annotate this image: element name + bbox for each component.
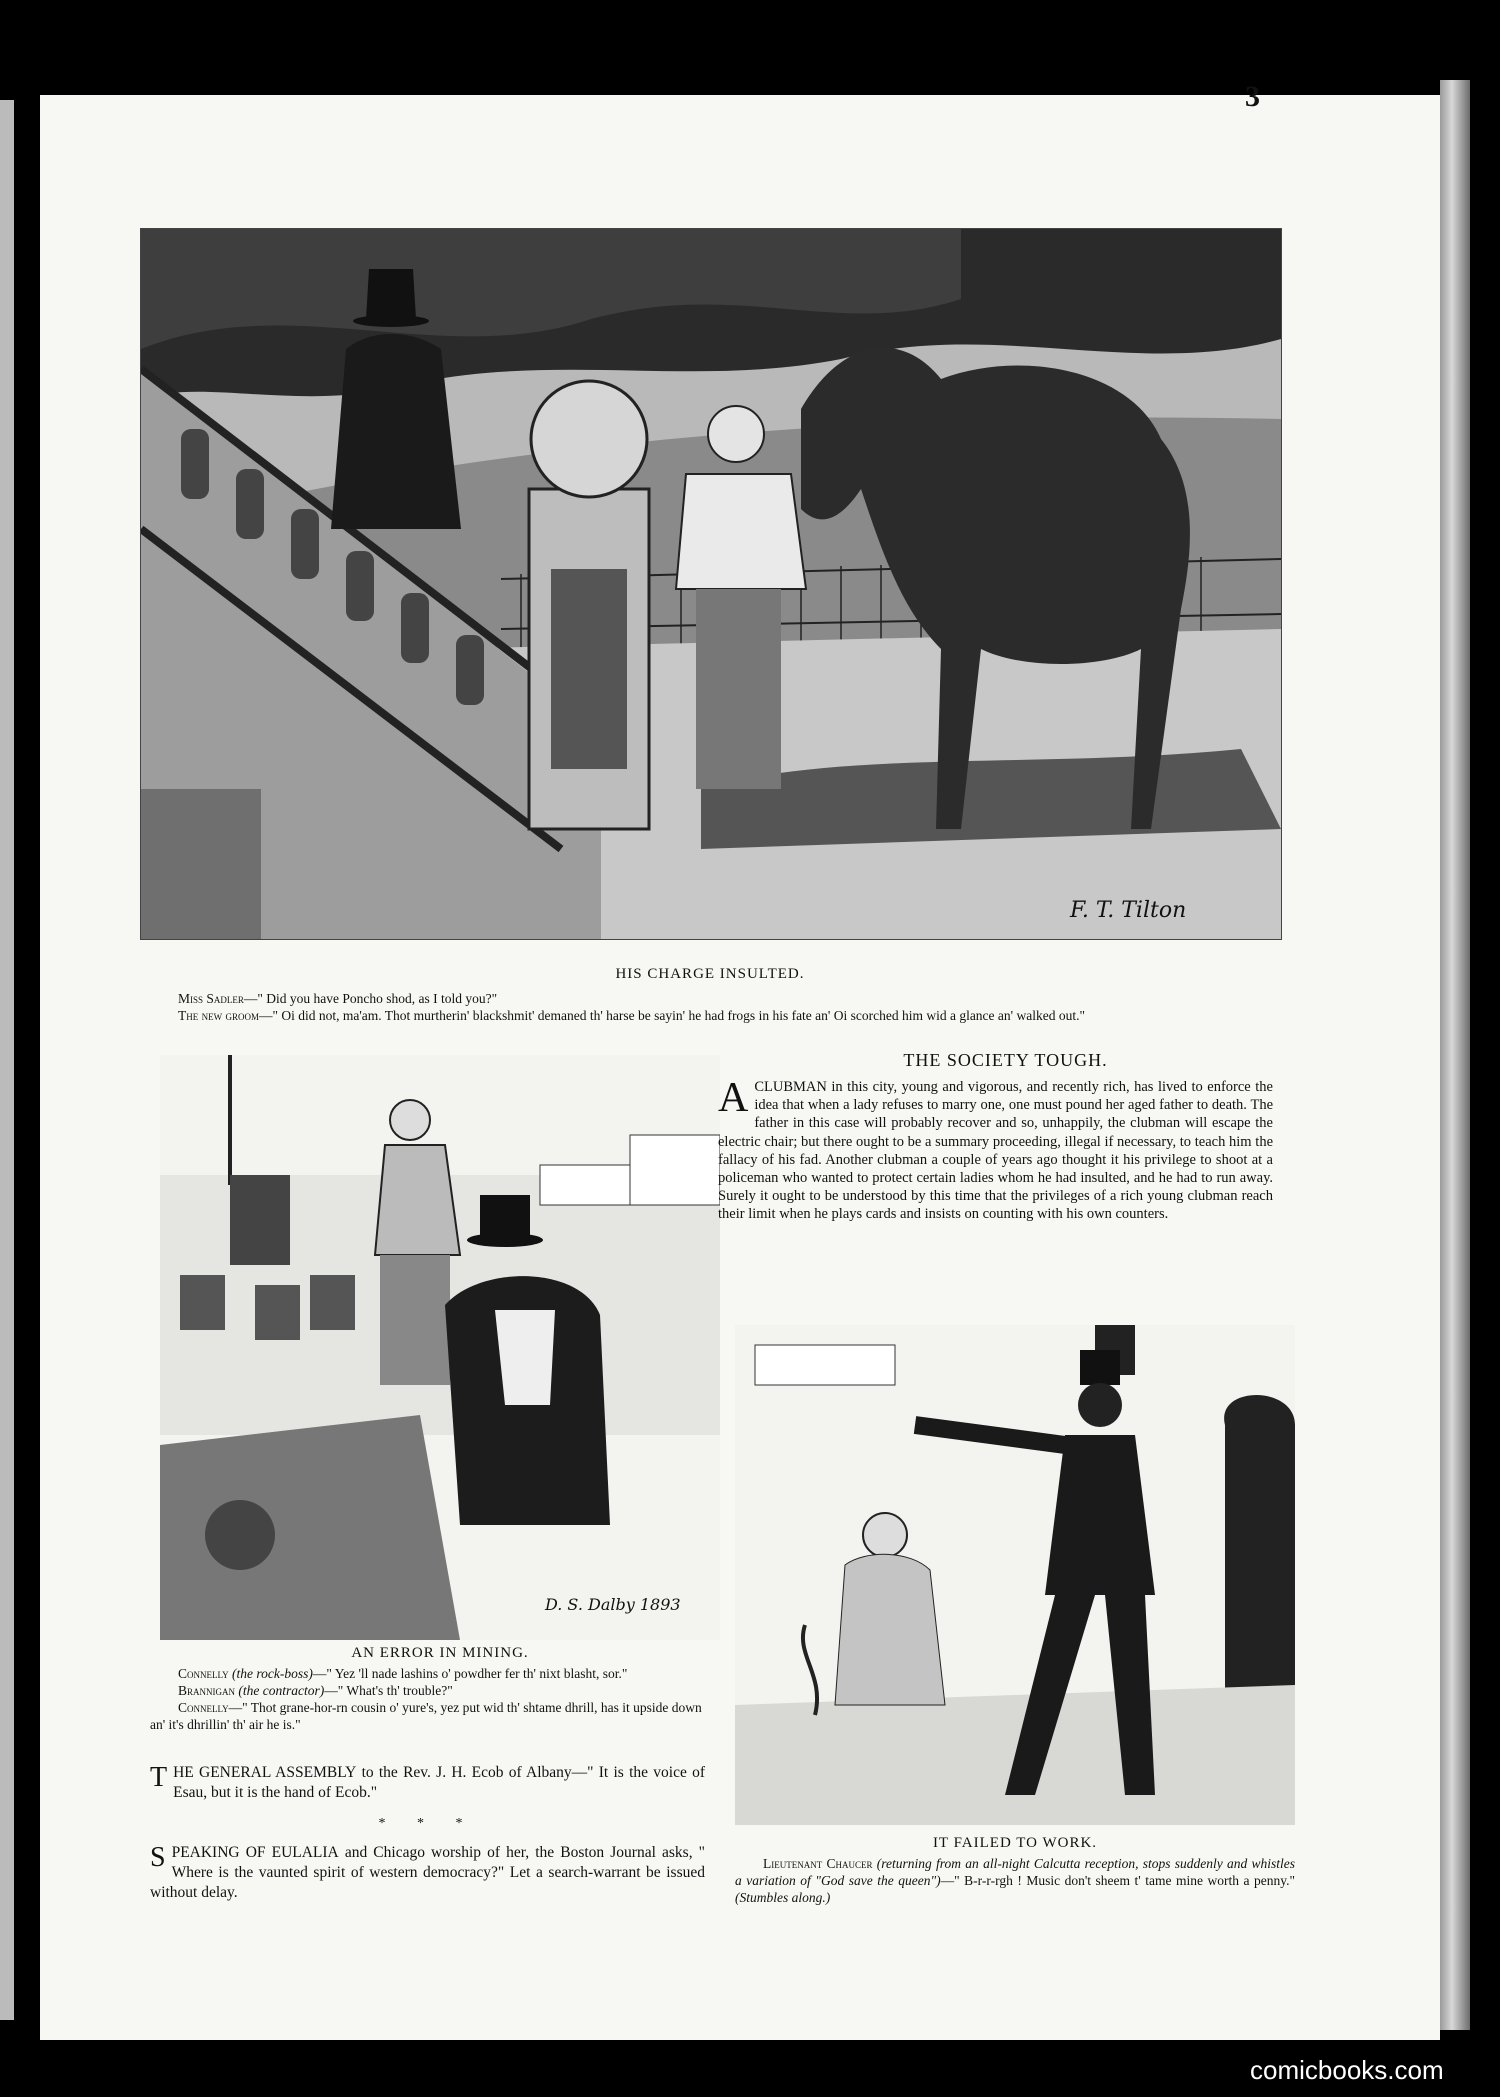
top-cartoon-caption <box>150 990 1275 1024</box>
chaucer-cartoon-caption <box>735 1855 1295 1906</box>
caption-line: —" Did you have Poncho shod, as I told you?" <box>243 991 498 1006</box>
watermark: comicbooks.com <box>1250 2055 1444 2085</box>
caption-speaker: Brannigan <box>178 1683 236 1698</box>
general-assembly-paragraph <box>150 1763 705 1803</box>
dropcap: A <box>718 1075 749 1121</box>
caption-line: —" B-r-r-rgh ! Music don't sheem t' tame mine worth a penny." <box>940 1873 1295 1888</box>
paragraph-lead: PEAKING OF EULALIA <box>171 1844 339 1861</box>
caption-speaker: The new groom <box>178 1008 259 1023</box>
mining-illustration-signature: D. S. Dalby 1893 <box>545 1595 681 1614</box>
caption-stage-direction: (returning from an all-night Calcutta reception, stops suddenly and whistles a variation of "God save the queen") <box>735 1856 1295 1888</box>
paragraph-body: CLUBMAN in this city, young and vigorous, and recently rich, has lived to enforce the idea that when a lady refuses to marry one, one must pound her aged father to death. The father in this case will probably recover and so, unhappily, the clubman will escape the electric chair; but there ought to be a summary proceeding, illegal if necessary, to teach him the fallacy of his fad. Another clubman a couple of years ago thought it his privilege to shoot at a policeman who wanted to protect certain ladies whom he had insulted, and he had to run away. Surely it ought to be understood by this time that the privileges of a rich young clubman reach their limit when he plays cards and insists on counting with his own counters. <box>718 1079 1273 1223</box>
page-edge <box>1440 80 1470 2030</box>
society-tough-paragraph <box>718 1075 1273 1224</box>
caption-speaker: Lieutenant Chaucer <box>763 1856 873 1871</box>
paragraph-body: and Chicago worship of her, the Boston Journal asks, " Where is the vaunted spirit of western democracy?" Let a search-warrant be issued without delay. <box>150 1844 705 1901</box>
caption-line: —" Oi did not, ma'am. Thot murtherin' blackshmit' demaned th' harse be sayin' he had frogs in his fate an' Oi scorched him wid a glance an' walked out." <box>259 1008 1085 1023</box>
mining-cartoon-caption <box>150 1665 705 1733</box>
paragraph-body: to the Rev. J. H. Ecob of Albany—" It is the voice of Esau, but it is the hand of Ecob." <box>173 1764 706 1801</box>
top-cartoon-title: HIS CHARGE INSULTED. <box>615 966 805 982</box>
caption-line: —" Thot grane-hor-rn cousin o' yure's, yez put wid th' shtame dhrill, has it upside down an' it's dhrillin' th' air he is." <box>150 1700 702 1732</box>
caption-stage-direction: (Stumbles along.) <box>735 1890 831 1905</box>
caption-speaker: Connelly <box>178 1666 229 1681</box>
chaucer-illustration <box>735 1325 1295 1825</box>
dropcap: S <box>150 1842 166 1873</box>
paragraph-lead: HE GENERAL ASSEMBLY <box>173 1764 357 1781</box>
top-illustration-signature: F. T. Tilton <box>1070 898 1187 923</box>
caption-role: (the rock-boss) <box>231 1666 313 1681</box>
page-number: 3 <box>1245 80 1260 113</box>
caption-speaker: Connelly <box>178 1700 229 1715</box>
book-spine <box>0 100 14 2020</box>
caption-line: —" What's th' trouble?" <box>324 1683 453 1698</box>
dropcap: T <box>150 1762 168 1793</box>
section-separator: * * * <box>378 1816 477 1831</box>
chaucer-cartoon-title: IT FAILED TO WORK. <box>932 1835 1098 1851</box>
mining-cartoon-title: AN ERROR IN MINING. <box>351 1645 529 1661</box>
caption-role: (the contractor) <box>238 1683 325 1698</box>
caption-line: —" Yez 'll nade lashins o' powdher fer th' nixt blasht, sor." <box>312 1666 628 1681</box>
society-tough-title: THE SOCIETY TOUGH. <box>903 1050 1108 1070</box>
caption-speaker: Miss Sadler <box>178 991 244 1006</box>
mining-illustration <box>160 1055 720 1640</box>
top-illustration <box>140 228 1282 940</box>
eulalia-paragraph <box>150 1843 705 1903</box>
